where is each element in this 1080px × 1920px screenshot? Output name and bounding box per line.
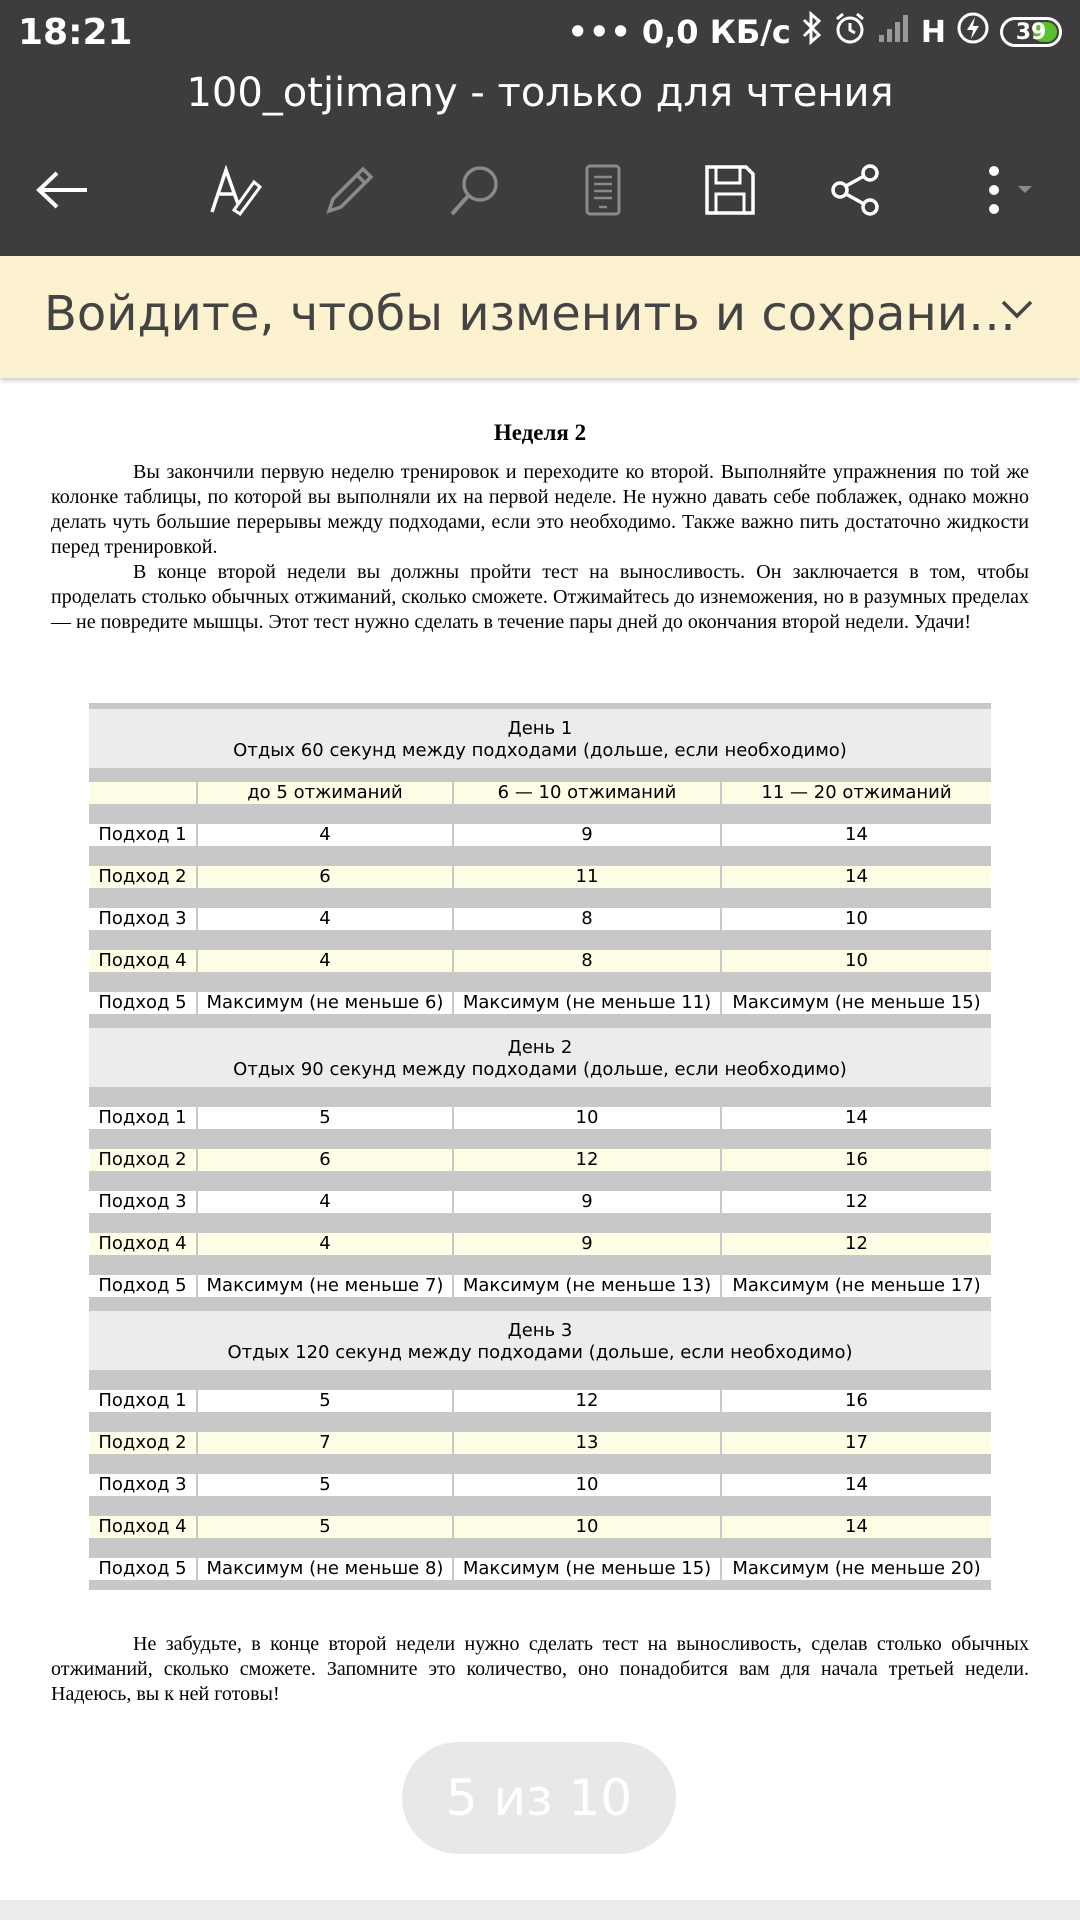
reps-cell: 6 bbox=[198, 866, 452, 888]
row-spacer bbox=[89, 1255, 991, 1275]
day-title: День 2 bbox=[507, 1037, 573, 1058]
reps-cell: 9 bbox=[454, 1233, 720, 1255]
set-label: Подход 4 bbox=[89, 1233, 196, 1255]
reps-cell: 10 bbox=[454, 1474, 720, 1496]
save-button[interactable] bbox=[690, 150, 770, 230]
reps-cell: Максимум (не меньше 11) bbox=[454, 992, 720, 1014]
battery-level: 39 bbox=[1015, 19, 1047, 45]
set-label: Подход 1 bbox=[89, 1107, 196, 1129]
reps-cell: 14 bbox=[722, 1107, 991, 1129]
app-header bbox=[0, 0, 1080, 256]
day-rest: Отдых 120 секунд между подходами (дольше, если необходимо) bbox=[227, 1342, 853, 1363]
reps-cell: 17 bbox=[722, 1432, 991, 1454]
row-spacer bbox=[89, 804, 991, 824]
closing-section bbox=[51, 1632, 1029, 1707]
column-header: до 5 отжиманий bbox=[198, 782, 452, 804]
table-row bbox=[89, 1107, 991, 1129]
page-indicator: 5 из 10 bbox=[402, 1742, 676, 1854]
day-title: День 3 bbox=[507, 1320, 573, 1341]
reps-cell: 8 bbox=[454, 908, 720, 930]
alarm-icon bbox=[833, 11, 867, 53]
edit-button[interactable] bbox=[310, 150, 390, 230]
reps-cell: 16 bbox=[722, 1390, 991, 1412]
reps-cell: Максимум (не меньше 6) bbox=[198, 992, 452, 1014]
reps-cell: 10 bbox=[722, 908, 991, 930]
workout-table bbox=[89, 703, 991, 1590]
network-type: H bbox=[920, 14, 946, 50]
reps-cell: 6 bbox=[198, 1149, 452, 1171]
day-rest: Отдых 60 секунд между подходами (дольше, если необходимо) bbox=[233, 740, 847, 761]
notification-dots: ••• bbox=[567, 13, 632, 51]
day-header bbox=[89, 1311, 991, 1370]
reps-cell: Максимум (не меньше 15) bbox=[722, 992, 991, 1014]
table-row bbox=[89, 824, 991, 846]
set-label: Подход 2 bbox=[89, 866, 196, 888]
table-row bbox=[89, 866, 991, 888]
closing-paragraph: Не забудьте, в конце второй недели нужно сделать тест на выносливость, сделав столько обычных отжиманий, сколько сможете. Запомните это количество, оно понадобится вам для начала третьей недели. Надеюсь, вы к ней готовы! bbox=[51, 1633, 1029, 1705]
share-button[interactable] bbox=[816, 150, 896, 230]
reps-cell: 5 bbox=[198, 1474, 452, 1496]
row-spacer bbox=[89, 1370, 991, 1390]
set-label: Подход 1 bbox=[89, 824, 196, 846]
table-row bbox=[89, 950, 991, 972]
reps-cell: 12 bbox=[454, 1390, 720, 1412]
reps-cell: 14 bbox=[722, 824, 991, 846]
reps-cell: 11 bbox=[454, 866, 720, 888]
set-label: Подход 3 bbox=[89, 1191, 196, 1213]
row-spacer bbox=[89, 768, 991, 782]
text-format-icon bbox=[208, 162, 264, 218]
reps-cell: 4 bbox=[198, 950, 452, 972]
search-button[interactable] bbox=[436, 150, 516, 230]
table-row bbox=[89, 908, 991, 930]
reps-cell: 16 bbox=[722, 1149, 991, 1171]
day-rest: Отдых 90 секунд между подходами (дольше, если необходимо) bbox=[233, 1059, 847, 1080]
sign-in-banner-text: Войдите, чтобы изменить и сохрани… bbox=[44, 286, 1016, 342]
table-row bbox=[89, 1474, 991, 1496]
row-spacer bbox=[89, 1213, 991, 1233]
text-format-button[interactable] bbox=[196, 150, 276, 230]
status-indicators bbox=[568, 10, 1063, 54]
row-spacer bbox=[89, 1014, 991, 1028]
reps-cell: 8 bbox=[454, 950, 720, 972]
day-title: День 1 bbox=[507, 718, 573, 739]
set-label: Подход 2 bbox=[89, 1432, 196, 1454]
status-bar bbox=[0, 0, 1080, 64]
test-paragraph: В конце второй недели вы должны пройти тест на выносливость. Он заключается в том, чтобы проделать столько обычных отжиманий, сколько сможете. Отжимайтесь до изнеможения, но в разумных пределах — не повредите мышцы. Этот тест нужно сделать в течение пары дней до окончания второй недели. Удачи! bbox=[51, 561, 1029, 633]
table-row bbox=[89, 1516, 991, 1538]
signal-icon bbox=[877, 13, 911, 51]
reps-cell: 10 bbox=[722, 950, 991, 972]
reps-cell: 4 bbox=[198, 908, 452, 930]
table-row bbox=[89, 1275, 991, 1297]
reps-cell: Максимум (не меньше 8) bbox=[198, 1558, 452, 1580]
reps-cell: 4 bbox=[198, 1191, 452, 1213]
share-icon bbox=[830, 163, 882, 217]
back-button[interactable] bbox=[22, 150, 102, 230]
row-spacer bbox=[89, 1454, 991, 1474]
row-spacer bbox=[89, 1496, 991, 1516]
reps-cell: 9 bbox=[454, 824, 720, 846]
reading-mode-icon bbox=[583, 163, 623, 217]
save-icon bbox=[704, 164, 756, 216]
row-spacer bbox=[89, 1087, 991, 1107]
document-body bbox=[51, 420, 1029, 635]
reps-cell: Максимум (не меньше 17) bbox=[722, 1275, 991, 1297]
row-spacer bbox=[89, 1538, 991, 1558]
page-heading: Неделя 2 bbox=[493, 420, 587, 445]
table-row bbox=[89, 992, 991, 1014]
row-spacer bbox=[89, 1297, 991, 1311]
set-label: Подход 5 bbox=[89, 1558, 196, 1580]
reps-cell: 12 bbox=[722, 1233, 991, 1255]
set-label: Подход 4 bbox=[89, 1516, 196, 1538]
document-title: 100_otjimany - только для чтения bbox=[186, 70, 894, 116]
row-spacer bbox=[89, 846, 991, 866]
set-label: Подход 2 bbox=[89, 1149, 196, 1171]
reps-cell: 5 bbox=[198, 1516, 452, 1538]
set-label: Подход 1 bbox=[89, 1390, 196, 1412]
row-spacer bbox=[89, 888, 991, 908]
toolbar bbox=[0, 150, 1080, 230]
pencil-icon bbox=[323, 163, 377, 217]
reps-cell: 12 bbox=[454, 1149, 720, 1171]
reps-cell: 13 bbox=[454, 1432, 720, 1454]
reps-cell: 5 bbox=[198, 1107, 452, 1129]
battery-icon bbox=[1000, 17, 1062, 47]
reps-cell: 12 bbox=[722, 1191, 991, 1213]
row-spacer bbox=[89, 1412, 991, 1432]
bottom-edge bbox=[0, 1900, 1080, 1920]
reading-mode-button[interactable] bbox=[563, 150, 643, 230]
row-spacer bbox=[89, 1171, 991, 1191]
table-row bbox=[89, 1390, 991, 1412]
table-row bbox=[89, 1432, 991, 1454]
reps-cell: Максимум (не меньше 13) bbox=[454, 1275, 720, 1297]
set-label: Подход 5 bbox=[89, 1275, 196, 1297]
reps-cell: Максимум (не меньше 20) bbox=[722, 1558, 991, 1580]
set-label: Подход 3 bbox=[89, 908, 196, 930]
row-spacer bbox=[89, 972, 991, 992]
more-options-button[interactable] bbox=[950, 150, 1050, 230]
reps-cell: Максимум (не меньше 7) bbox=[198, 1275, 452, 1297]
reps-cell: 7 bbox=[198, 1432, 452, 1454]
row-spacer bbox=[89, 930, 991, 950]
set-label: Подход 4 bbox=[89, 950, 196, 972]
table-row bbox=[89, 1558, 991, 1580]
day-header bbox=[89, 709, 991, 768]
reps-cell: 9 bbox=[454, 1191, 720, 1213]
column-header: 11 — 20 отжиманий bbox=[722, 782, 991, 804]
reps-cell: 10 bbox=[454, 1516, 720, 1538]
column-header-row bbox=[89, 782, 991, 804]
reps-cell: Максимум (не меньше 15) bbox=[454, 1558, 720, 1580]
set-label: Подход 5 bbox=[89, 992, 196, 1014]
reps-cell: 5 bbox=[198, 1390, 452, 1412]
status-time: 18:21 bbox=[18, 12, 133, 53]
set-label: Подход 3 bbox=[89, 1474, 196, 1496]
day-header bbox=[89, 1028, 991, 1087]
table-row bbox=[89, 1233, 991, 1255]
bluetooth-icon bbox=[801, 11, 823, 53]
search-icon bbox=[448, 162, 504, 218]
reps-cell: 10 bbox=[454, 1107, 720, 1129]
chevron-down-icon[interactable] bbox=[1000, 298, 1034, 325]
column-header: 6 — 10 отжиманий bbox=[454, 782, 720, 804]
intro-paragraph: Вы закончили первую неделю тренировок и переходите ко второй. Выполняйте упражнения по той же колонке таблицы, по которой вы выполняли их на первой неделе. Не нужно давать себе поблажек, однако можно делать чуть большие перерывы между подходами, если это необходимо. Также важно пить достаточно жидкости перед тренировкой. bbox=[51, 461, 1029, 558]
net-speed: 0,0 КБ/с bbox=[641, 13, 791, 51]
back-arrow-icon bbox=[35, 170, 89, 210]
reps-cell: 4 bbox=[198, 824, 452, 846]
reps-cell: 4 bbox=[198, 1233, 452, 1255]
charging-icon bbox=[956, 11, 990, 53]
reps-cell: 14 bbox=[722, 866, 991, 888]
column-header bbox=[89, 782, 196, 804]
reps-cell: 14 bbox=[722, 1516, 991, 1538]
table-row bbox=[89, 1191, 991, 1213]
sign-in-banner[interactable] bbox=[0, 256, 1080, 378]
more-icon bbox=[960, 163, 1040, 217]
table-row bbox=[89, 1149, 991, 1171]
reps-cell: 14 bbox=[722, 1474, 991, 1496]
row-spacer bbox=[89, 1129, 991, 1149]
